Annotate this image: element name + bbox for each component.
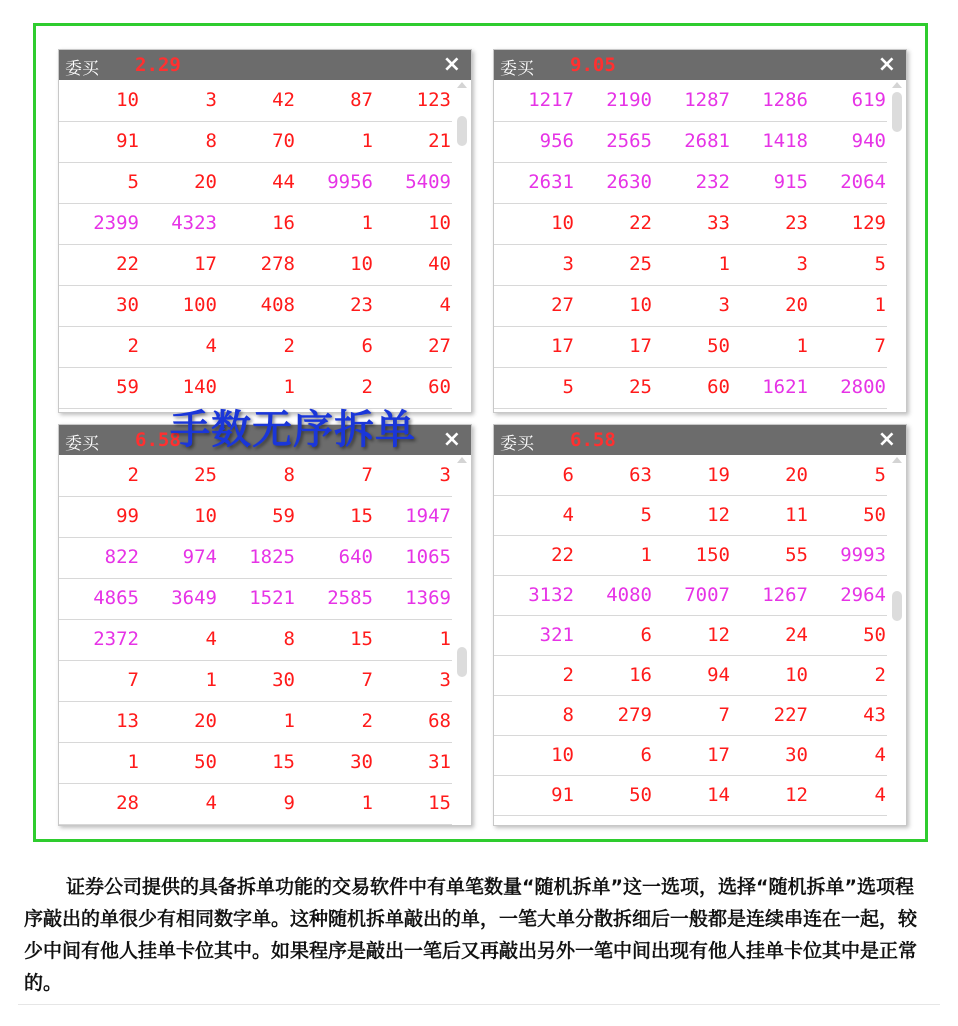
order-cell: 5409 bbox=[405, 171, 451, 193]
order-cell: 1621 bbox=[762, 376, 808, 398]
caption-paragraph: 证券公司提供的具备拆单功能的交易软件中有单笔数量“随机拆单”这一选项，选择“随机拆单”选项程序敲出的单很少有相同数字单。这种随机拆单敲出的单，一笔大单分散拆细后一般都是连续串连在一起，较少中间有他人挂单卡位其中。如果程序是敲出一笔后又再敲出另外一笔中间出现有他人挂单卡位其中是正常的。 bbox=[24, 876, 918, 994]
order-cell: 3 bbox=[439, 464, 451, 486]
order-cell: 2064 bbox=[840, 171, 886, 193]
order-cell: 4 bbox=[874, 744, 886, 766]
order-cell: 50 bbox=[863, 504, 886, 526]
order-cell: 63 bbox=[629, 464, 652, 486]
table-row bbox=[494, 162, 887, 204]
table-row bbox=[59, 742, 452, 784]
order-cell: 2190 bbox=[606, 89, 652, 111]
order-cell: 10 bbox=[551, 744, 574, 766]
order-cell: 1369 bbox=[405, 587, 451, 609]
order-cell: 3 bbox=[439, 669, 451, 691]
table-row bbox=[494, 575, 887, 616]
panel-price: 2.29 bbox=[135, 54, 181, 76]
order-cell: 2 bbox=[127, 464, 139, 486]
order-cell: 2964 bbox=[840, 584, 886, 606]
scroll-up-icon[interactable] bbox=[892, 82, 902, 88]
order-panel-top-left bbox=[58, 49, 472, 413]
table-row bbox=[59, 455, 452, 497]
order-cell: 3 bbox=[796, 253, 808, 275]
order-cell: 12 bbox=[785, 784, 808, 806]
order-cell: 8 bbox=[283, 628, 295, 650]
order-cell: 10 bbox=[194, 505, 217, 527]
order-cell: 60 bbox=[428, 376, 451, 398]
order-cell: 2585 bbox=[327, 587, 373, 609]
order-cell: 7007 bbox=[684, 584, 730, 606]
order-cell: 2 bbox=[283, 335, 295, 357]
order-cell: 3 bbox=[205, 89, 217, 111]
order-cell: 2 bbox=[127, 335, 139, 357]
order-cell: 1 bbox=[361, 212, 373, 234]
order-cell: 28 bbox=[116, 792, 139, 814]
order-cell: 17 bbox=[551, 335, 574, 357]
order-cell: 7 bbox=[361, 669, 373, 691]
order-cell: 1 bbox=[283, 710, 295, 732]
order-cell: 44 bbox=[272, 171, 295, 193]
table-row bbox=[59, 80, 452, 122]
order-cell: 68 bbox=[428, 710, 451, 732]
table-row bbox=[494, 121, 887, 163]
panel-titlebar bbox=[494, 50, 906, 80]
order-cell: 2 bbox=[361, 376, 373, 398]
order-cell: 3 bbox=[718, 294, 730, 316]
order-cell: 4323 bbox=[171, 212, 217, 234]
table-row bbox=[494, 203, 887, 245]
order-cell: 4 bbox=[439, 294, 451, 316]
order-cell: 7 bbox=[718, 704, 730, 726]
order-cell: 59 bbox=[272, 505, 295, 527]
order-cell: 13 bbox=[116, 710, 139, 732]
order-cell: 1286 bbox=[762, 89, 808, 111]
table-row bbox=[59, 121, 452, 163]
order-cell: 55 bbox=[785, 544, 808, 566]
order-cell: 15 bbox=[350, 505, 373, 527]
order-cell: 50 bbox=[629, 784, 652, 806]
scrollbar[interactable] bbox=[456, 82, 468, 412]
order-cell: 15 bbox=[350, 628, 373, 650]
order-cell: 123 bbox=[416, 89, 451, 111]
order-cell: 100 bbox=[182, 294, 217, 316]
table-row bbox=[59, 619, 452, 661]
order-cell: 1947 bbox=[405, 505, 451, 527]
divider bbox=[18, 1004, 940, 1005]
order-cell: 4 bbox=[874, 784, 886, 806]
order-cell: 30 bbox=[350, 751, 373, 773]
close-icon[interactable]: × bbox=[442, 52, 461, 77]
order-cell: 22 bbox=[116, 253, 139, 275]
order-cell: 227 bbox=[773, 704, 808, 726]
order-cell: 940 bbox=[851, 130, 886, 152]
order-cell: 1521 bbox=[249, 587, 295, 609]
order-cell: 9956 bbox=[327, 171, 373, 193]
order-cell: 59 bbox=[116, 376, 139, 398]
order-cell: 99 bbox=[116, 505, 139, 527]
order-cell: 25 bbox=[629, 376, 652, 398]
order-cell: 408 bbox=[260, 294, 295, 316]
panel-title: 委买 bbox=[500, 434, 534, 454]
panel-title: 委买 bbox=[65, 59, 99, 79]
panel-title: 委买 bbox=[500, 59, 534, 79]
order-cell: 5 bbox=[874, 464, 886, 486]
screenshot-frame bbox=[33, 23, 928, 842]
order-cell: 8 bbox=[562, 704, 574, 726]
order-cell: 3649 bbox=[171, 587, 217, 609]
table-row bbox=[494, 285, 887, 327]
order-cell: 94 bbox=[707, 664, 730, 686]
scrollbar[interactable] bbox=[456, 457, 468, 825]
table-row bbox=[494, 367, 887, 409]
table-row bbox=[494, 775, 887, 816]
order-cell: 1 bbox=[205, 669, 217, 691]
table-row bbox=[494, 695, 887, 736]
order-cell: 15 bbox=[428, 792, 451, 814]
order-cell: 278 bbox=[260, 253, 295, 275]
order-cell: 7 bbox=[361, 464, 373, 486]
order-cell: 70 bbox=[272, 130, 295, 152]
order-cell: 1 bbox=[796, 335, 808, 357]
table-row bbox=[59, 660, 452, 702]
order-cell: 5 bbox=[874, 253, 886, 275]
order-cell: 232 bbox=[695, 171, 730, 193]
table-row bbox=[59, 244, 452, 286]
order-cell: 1 bbox=[361, 130, 373, 152]
order-cell: 6 bbox=[361, 335, 373, 357]
order-cell: 10 bbox=[785, 664, 808, 686]
order-cell: 30 bbox=[116, 294, 139, 316]
order-cell: 12 bbox=[707, 624, 730, 646]
order-cell: 2 bbox=[874, 664, 886, 686]
order-cell: 4 bbox=[205, 335, 217, 357]
order-cell: 16 bbox=[629, 664, 652, 686]
order-cell: 27 bbox=[551, 294, 574, 316]
order-cell: 2800 bbox=[840, 376, 886, 398]
order-cell: 2 bbox=[361, 710, 373, 732]
order-cell: 1267 bbox=[762, 584, 808, 606]
order-cell: 7 bbox=[874, 335, 886, 357]
panel-title: 委买 bbox=[65, 434, 99, 454]
order-cell: 2399 bbox=[93, 212, 139, 234]
overlay-heading: 手数无序拆单 bbox=[170, 407, 416, 453]
panel-titlebar bbox=[494, 425, 906, 455]
order-cell: 14 bbox=[707, 784, 730, 806]
order-cell: 1 bbox=[640, 544, 652, 566]
order-cell: 40 bbox=[428, 253, 451, 275]
order-cell: 3 bbox=[562, 253, 574, 275]
order-cell: 43 bbox=[863, 704, 886, 726]
table-row bbox=[59, 578, 452, 620]
table-row bbox=[59, 537, 452, 579]
order-cell: 20 bbox=[785, 464, 808, 486]
table-row bbox=[494, 455, 887, 496]
order-cell: 1 bbox=[283, 376, 295, 398]
order-cell: 5 bbox=[640, 504, 652, 526]
order-cell: 12 bbox=[707, 504, 730, 526]
order-cell: 2630 bbox=[606, 171, 652, 193]
order-cell: 4 bbox=[205, 628, 217, 650]
order-cell: 1 bbox=[127, 751, 139, 773]
order-cell: 17 bbox=[629, 335, 652, 357]
order-cell: 20 bbox=[785, 294, 808, 316]
scrollbar[interactable] bbox=[891, 82, 903, 412]
order-cell: 1287 bbox=[684, 89, 730, 111]
scroll-thumb[interactable] bbox=[892, 92, 902, 132]
order-cell: 1825 bbox=[249, 546, 295, 568]
order-cell: 10 bbox=[350, 253, 373, 275]
order-cell: 2 bbox=[562, 664, 574, 686]
order-cell: 1065 bbox=[405, 546, 451, 568]
order-cell: 17 bbox=[194, 253, 217, 275]
table-row bbox=[59, 783, 452, 825]
order-cell: 4 bbox=[205, 792, 217, 814]
order-cell: 60 bbox=[707, 376, 730, 398]
order-cell: 25 bbox=[194, 464, 217, 486]
order-cell: 150 bbox=[695, 544, 730, 566]
order-cell: 91 bbox=[551, 784, 574, 806]
order-cell: 22 bbox=[551, 544, 574, 566]
order-cell: 50 bbox=[707, 335, 730, 357]
table-row bbox=[494, 80, 887, 122]
order-panel-bottom-right bbox=[493, 424, 907, 826]
order-cell: 619 bbox=[851, 89, 886, 111]
order-cell: 1217 bbox=[528, 89, 574, 111]
order-cell: 16 bbox=[272, 212, 295, 234]
order-cell: 17 bbox=[707, 744, 730, 766]
table-row bbox=[494, 615, 887, 656]
panel-price: 6.58 bbox=[570, 429, 616, 451]
order-cell: 33 bbox=[707, 212, 730, 234]
order-cell: 6 bbox=[562, 464, 574, 486]
table-row bbox=[494, 326, 887, 368]
order-cell: 2372 bbox=[93, 628, 139, 650]
panel-titlebar bbox=[59, 50, 471, 80]
scroll-up-icon[interactable] bbox=[892, 457, 902, 463]
order-cell: 1 bbox=[718, 253, 730, 275]
close-icon[interactable]: × bbox=[442, 427, 461, 452]
order-cell: 4865 bbox=[93, 587, 139, 609]
order-cell: 2681 bbox=[684, 130, 730, 152]
table-row bbox=[59, 162, 452, 204]
order-cell: 30 bbox=[785, 744, 808, 766]
order-cell: 30 bbox=[272, 669, 295, 691]
table-row bbox=[59, 203, 452, 245]
order-panel-top-right bbox=[493, 49, 907, 413]
order-cell: 11 bbox=[785, 504, 808, 526]
order-cell: 19 bbox=[707, 464, 730, 486]
close-icon[interactable]: × bbox=[877, 427, 896, 452]
table-row bbox=[494, 244, 887, 286]
order-cell: 24 bbox=[785, 624, 808, 646]
order-cell: 974 bbox=[182, 546, 217, 568]
table-row bbox=[59, 285, 452, 327]
order-cell: 10 bbox=[116, 89, 139, 111]
order-cell: 31 bbox=[428, 751, 451, 773]
table-row bbox=[59, 701, 452, 743]
order-cell: 10 bbox=[551, 212, 574, 234]
table-row bbox=[494, 735, 887, 776]
order-cell: 9993 bbox=[840, 544, 886, 566]
panel-price: 6.58 bbox=[135, 429, 181, 451]
scroll-thumb[interactable] bbox=[457, 116, 467, 146]
order-cell: 5 bbox=[127, 171, 139, 193]
order-cell: 129 bbox=[851, 212, 886, 234]
scrollbar[interactable] bbox=[891, 457, 903, 825]
order-cell: 15 bbox=[272, 751, 295, 773]
order-cell: 91 bbox=[116, 130, 139, 152]
order-cell: 4 bbox=[562, 504, 574, 526]
order-cell: 5 bbox=[562, 376, 574, 398]
table-row bbox=[494, 495, 887, 536]
order-cell: 822 bbox=[104, 546, 139, 568]
order-cell: 23 bbox=[785, 212, 808, 234]
order-cell: 27 bbox=[428, 335, 451, 357]
order-cell: 6 bbox=[640, 624, 652, 646]
order-cell: 8 bbox=[205, 130, 217, 152]
order-cell: 10 bbox=[629, 294, 652, 316]
order-cell: 956 bbox=[539, 130, 574, 152]
order-cell: 42 bbox=[272, 89, 295, 111]
order-cell: 20 bbox=[194, 171, 217, 193]
order-cell: 915 bbox=[773, 171, 808, 193]
order-cell: 9 bbox=[283, 792, 295, 814]
panel-price: 9.05 bbox=[570, 54, 616, 76]
table-row bbox=[494, 535, 887, 576]
order-cell: 321 bbox=[539, 624, 574, 646]
order-cell: 6 bbox=[640, 744, 652, 766]
scroll-up-icon[interactable] bbox=[457, 82, 467, 88]
order-cell: 1 bbox=[361, 792, 373, 814]
scroll-up-icon[interactable] bbox=[457, 457, 467, 463]
scroll-thumb[interactable] bbox=[457, 647, 467, 677]
order-cell: 4080 bbox=[606, 584, 652, 606]
order-cell: 279 bbox=[617, 704, 652, 726]
order-cell: 8 bbox=[283, 464, 295, 486]
table-row bbox=[59, 496, 452, 538]
order-cell: 87 bbox=[350, 89, 373, 111]
table-row bbox=[494, 655, 887, 696]
order-cell: 3132 bbox=[528, 584, 574, 606]
scroll-thumb[interactable] bbox=[892, 591, 902, 621]
table-row bbox=[59, 326, 452, 368]
order-cell: 20 bbox=[194, 710, 217, 732]
close-icon[interactable]: × bbox=[877, 52, 896, 77]
order-cell: 22 bbox=[629, 212, 652, 234]
order-cell: 1418 bbox=[762, 130, 808, 152]
order-cell: 21 bbox=[428, 130, 451, 152]
order-cell: 1 bbox=[439, 628, 451, 650]
order-cell: 2631 bbox=[528, 171, 574, 193]
order-cell: 10 bbox=[428, 212, 451, 234]
order-cell: 1 bbox=[874, 294, 886, 316]
order-panel-bottom-left bbox=[58, 424, 472, 826]
order-cell: 25 bbox=[629, 253, 652, 275]
order-cell: 23 bbox=[350, 294, 373, 316]
order-cell: 50 bbox=[194, 751, 217, 773]
order-cell: 50 bbox=[863, 624, 886, 646]
order-cell: 2565 bbox=[606, 130, 652, 152]
order-cell: 640 bbox=[338, 546, 373, 568]
order-cell: 7 bbox=[127, 669, 139, 691]
order-cell: 140 bbox=[182, 376, 217, 398]
